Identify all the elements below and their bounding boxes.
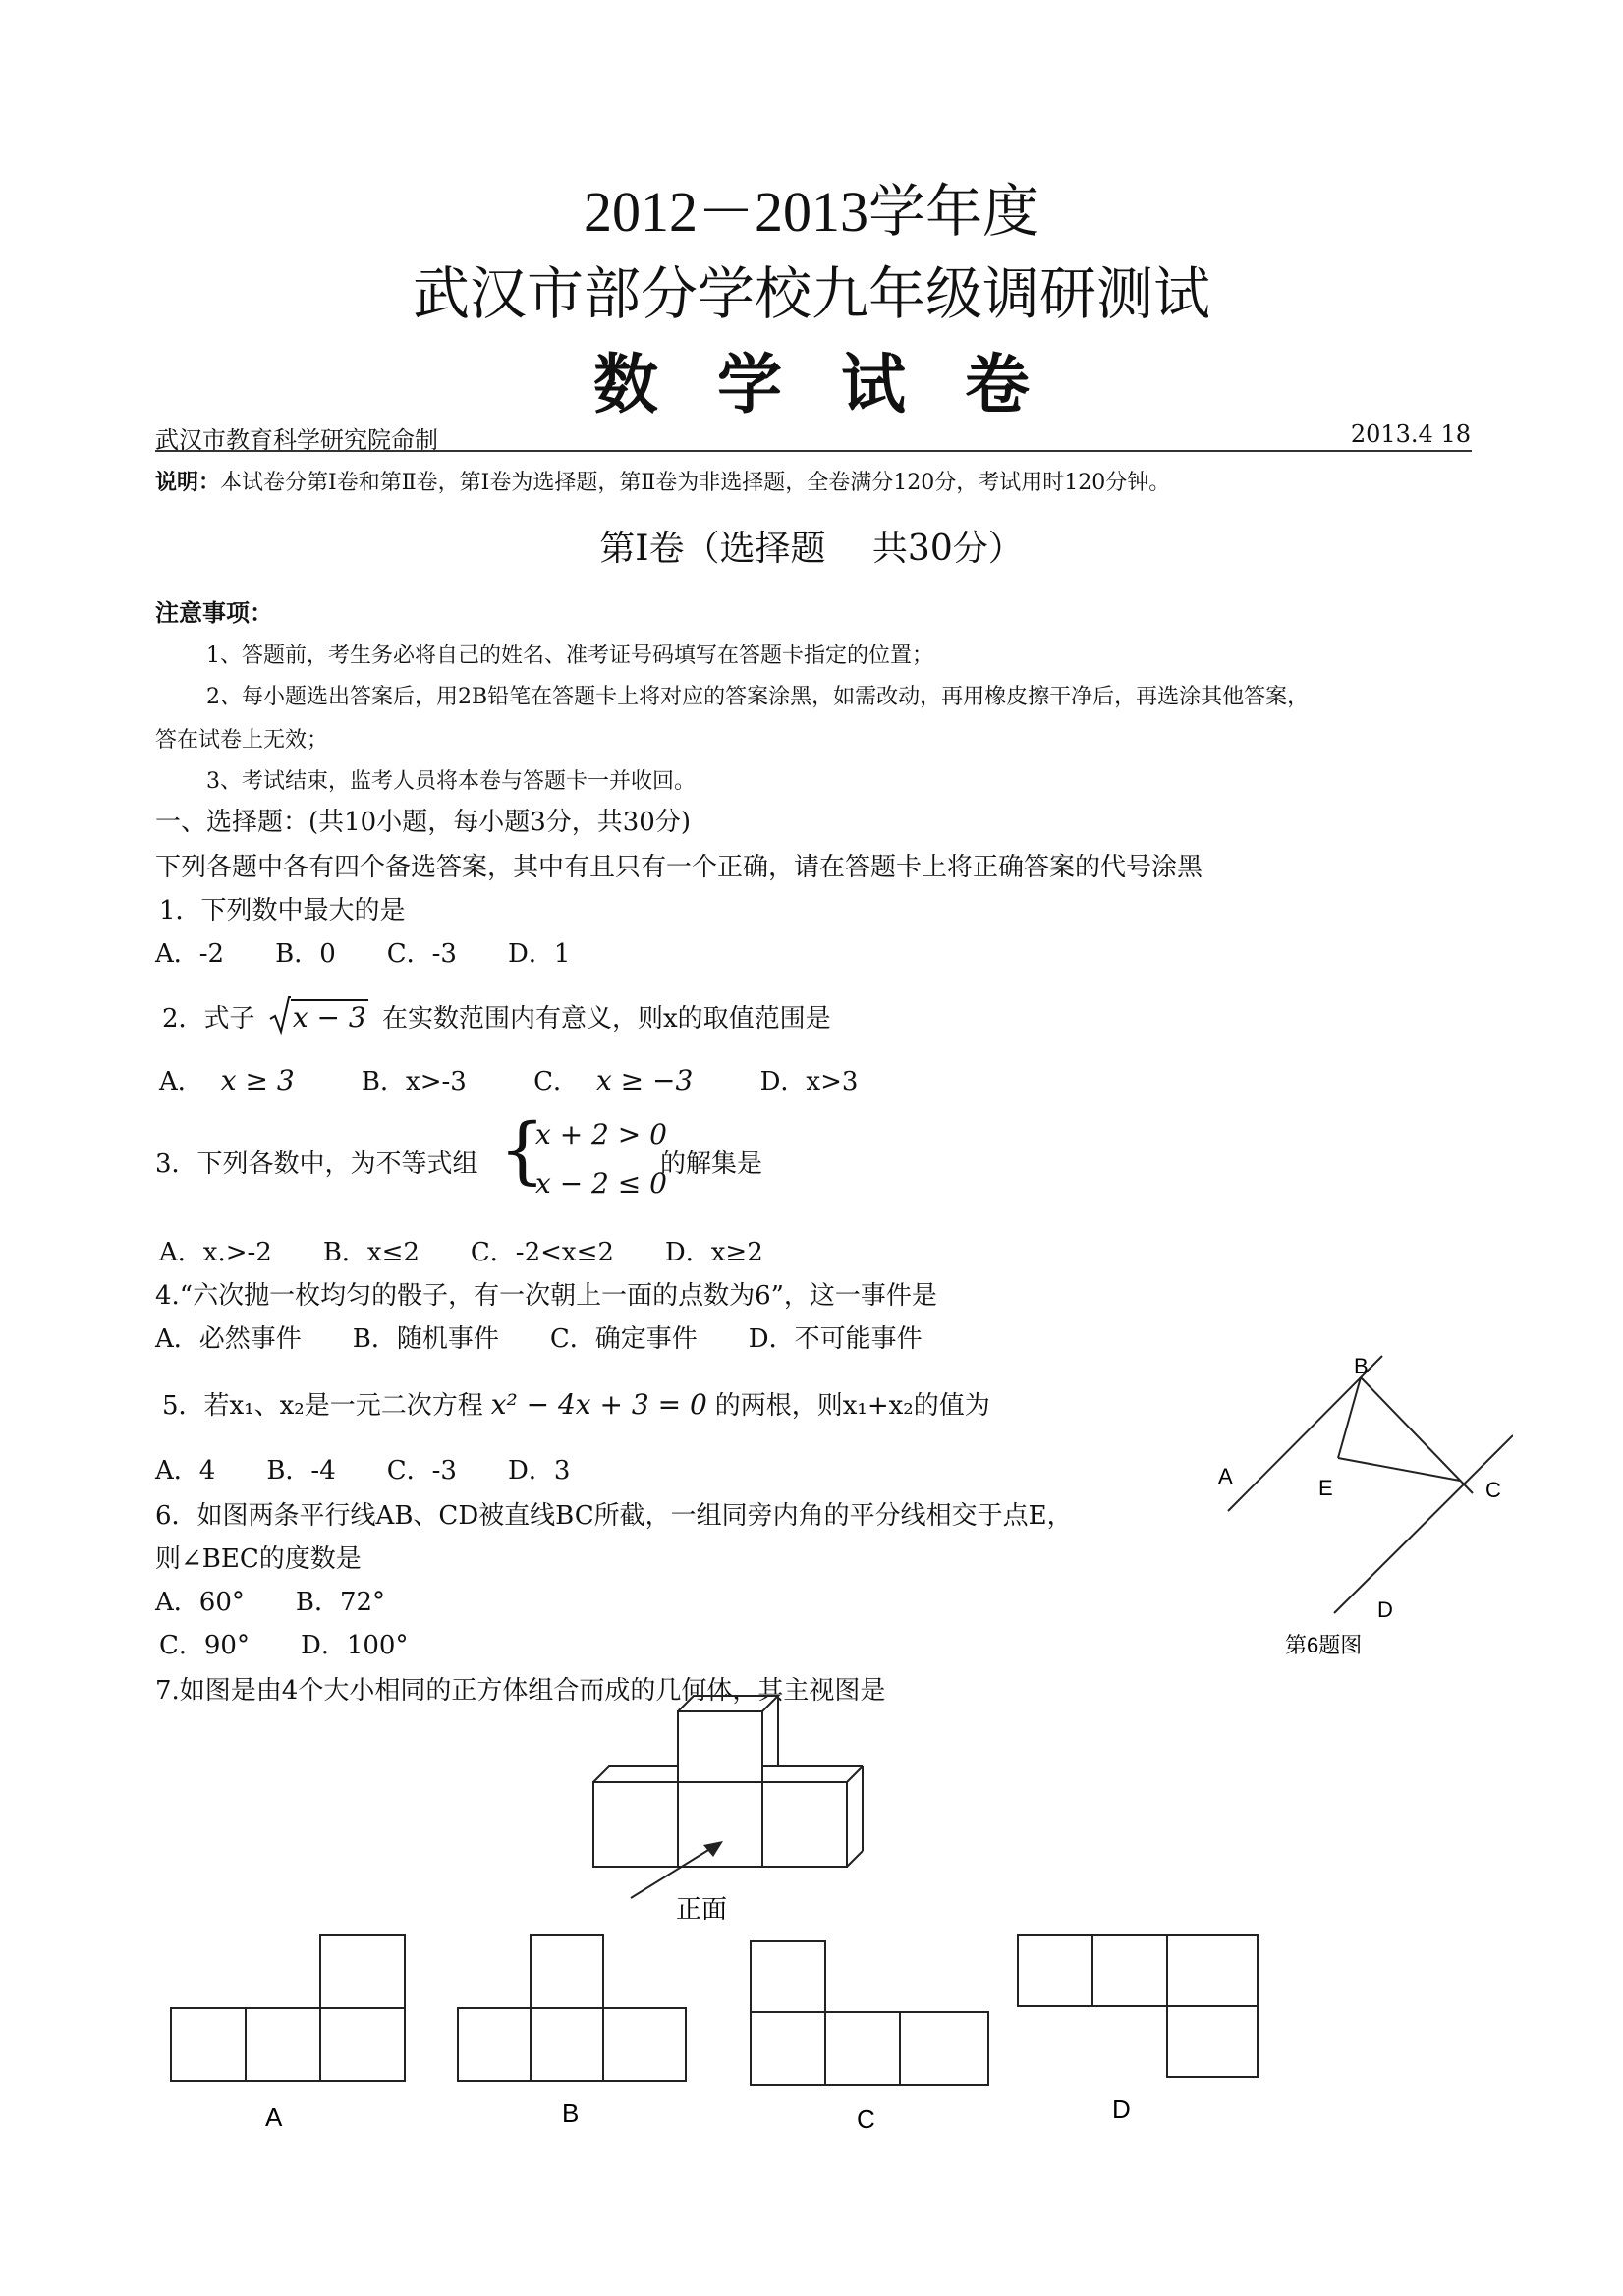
figure-q7-options: [157, 1926, 1287, 2142]
title-exam-name: 武汉市部分学校九年级调研测试: [412, 260, 1210, 327]
q6-options-cd: C．90° D．100°: [159, 1631, 409, 1660]
q1-stem: 1．下列数中最大的是: [159, 896, 406, 925]
brace-icon: {: [499, 1108, 546, 1193]
q2-option-a-label: A．: [159, 1067, 203, 1096]
header-divider: [155, 450, 1472, 452]
q5-stem: [162, 1385, 990, 1422]
note-text: 本试卷分第Ⅰ卷和第Ⅱ卷，第Ⅰ卷为选择题，第Ⅱ卷为非选择题，全卷满分120分，考试用时120分钟。: [220, 471, 1171, 495]
part1-title: 第Ⅰ卷（选择题 共30分）: [599, 529, 1024, 569]
figure-q6: [1199, 1346, 1513, 1660]
option-a-label: A: [265, 2102, 283, 2132]
radical-sign-icon: [269, 995, 291, 1035]
figure-q7-solid: [580, 1690, 874, 1926]
section1-instruction: 下列各题中各有四个备选答案，其中有且只有一个正确，请在答题卡上将正确答案的代号涂黑: [155, 853, 1203, 882]
line-bc: [1361, 1377, 1473, 1493]
exam-note: [155, 466, 1170, 496]
title-subject: 数学试卷: [593, 347, 1089, 422]
view-option-a: [171, 1935, 405, 2081]
option-b-label: B: [562, 2099, 580, 2128]
q2-radical: [269, 1001, 368, 1034]
view-option-b: [458, 1935, 686, 2081]
q3-post: 的解集是: [660, 1149, 763, 1179]
q6-line-2: 则∠BEC的度数是: [155, 1544, 362, 1574]
attention-item-2: 2、每小题选出答案后，用2B铅笔在答题卡上将对应的答案涂黑，如需改动，再用橡皮擦干净后，再选涂其他答案，: [206, 685, 1310, 709]
label-e: E: [1318, 1476, 1333, 1500]
line-ab: [1228, 1356, 1382, 1511]
label-a: A: [1218, 1464, 1233, 1488]
attention-item-3: 3、考试结束，监考人员将本卷与答题卡一并收回。: [206, 769, 696, 794]
q2-post: 在实数范围内有意义，则x的取值范围是: [381, 1004, 831, 1034]
view-option-c: [751, 1941, 988, 2085]
front-label: 正面: [676, 1894, 728, 1924]
view-option-d: [1018, 1935, 1258, 2077]
q2-option-a: x ≥ 3: [220, 1064, 295, 1096]
section1-heading: 一、选择题：(共10小题，每小题3分，共30分): [155, 808, 691, 837]
q4-options: A．必然事件 B．随机事件 C．确定事件 D．不可能事件: [155, 1324, 923, 1354]
q2-option-b: B．x>-3: [361, 1067, 467, 1096]
q2-options: [159, 1061, 858, 1097]
q2-option-d: D．x>3: [759, 1067, 859, 1096]
q5-options: A．4 B．-4 C．-3 D．3: [155, 1456, 571, 1485]
q2-pre: 2．式子: [162, 1004, 255, 1034]
q4-stem: 4.“六次抛一枚均匀的骰子，有一次朝上一面的点数为6”，这一事件是: [155, 1281, 937, 1311]
label-b: B: [1354, 1354, 1369, 1378]
q3-pre: 3．下列各数中，为不等式组: [155, 1149, 478, 1179]
q6-options-ab: A．60° B．72°: [155, 1588, 386, 1617]
q5-equation: x² − 4x + 3 = 0: [490, 1388, 707, 1421]
option-d-label: D: [1112, 2095, 1131, 2124]
q1-options: A．-2 B．0 C．-3 D．1: [155, 939, 571, 969]
q5-pre: 5．若x₁、x₂是一元二次方程: [162, 1391, 483, 1421]
q3-inequality-2: x − 2 ≤ 0: [535, 1167, 667, 1200]
attention-heading: 注意事项：: [155, 599, 273, 627]
figure-caption: 第6题图: [1285, 1633, 1363, 1657]
label-c: C: [1485, 1478, 1501, 1502]
option-c-label: C: [857, 2104, 875, 2134]
q2-radicand: x − 3: [292, 1001, 366, 1034]
arrow-head-icon: [703, 1841, 723, 1857]
q6-line-1: 6．如图两条平行线AB、CD被直线BC所截，一组同旁内角的平分线相交于点E，: [155, 1501, 1073, 1531]
q2-option-c: x ≥ −3: [595, 1064, 694, 1096]
attention-item-1: 1、答题前，考生务必将自己的姓名、准考证号码填写在答题卡指定的位置；: [206, 644, 933, 668]
q3-options: A．x.>-2 B．x≤2 C．-2<x≤2 D．x≥2: [159, 1238, 763, 1267]
issuing-organization: 武汉市教育科学研究院命制: [155, 426, 438, 454]
q3-inequality-1: x + 2 > 0: [535, 1118, 667, 1150]
exam-date: 2013.4 18: [1350, 420, 1471, 448]
q5-post: 的两根，则x₁+x₂的值为: [714, 1391, 990, 1421]
title-year: 2012－2013学年度: [583, 180, 1039, 244]
attention-item-2-cont: 答在试卷上无效；: [155, 728, 329, 753]
q7-stem: 7.如图是由4个大小相同的正方体组合而成的几何体，其主视图是: [155, 1676, 886, 1706]
label-d: D: [1377, 1597, 1393, 1622]
q2-stem: [162, 998, 831, 1035]
q2-option-c-label: C．: [533, 1067, 579, 1096]
note-label: 说明：: [155, 471, 221, 495]
